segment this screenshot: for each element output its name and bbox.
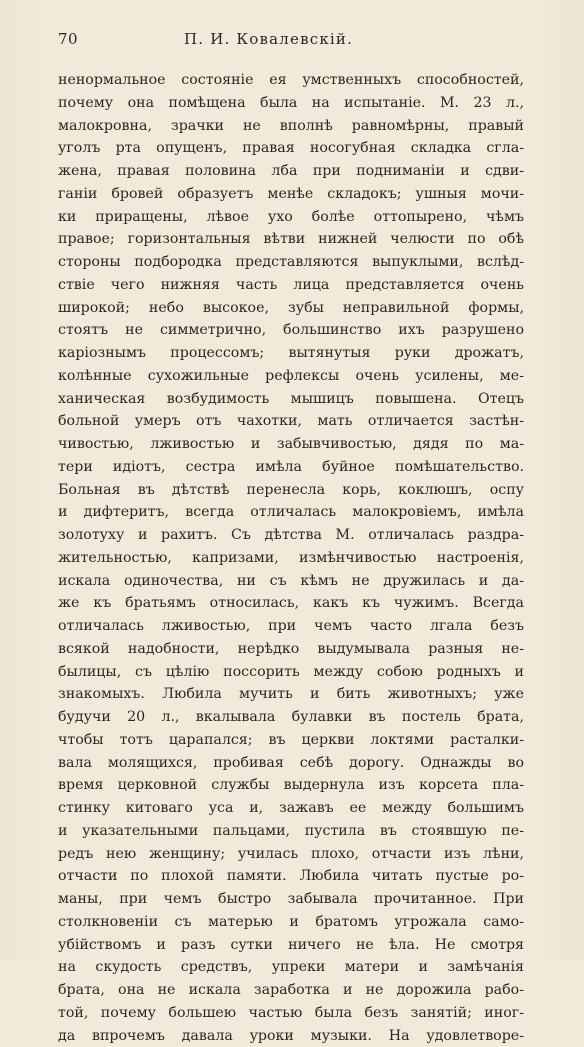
text-line: время церковной службы выдернула изъ корсета пла- [58, 774, 524, 797]
text-line: ханическая возбудимость мышицъ повышена. Отецъ [58, 388, 524, 411]
text-line: же къ братьямъ относилась, какъ къ чужимъ. Всегда [58, 592, 524, 615]
text-line: маны, при чемъ быстро забывала прочитанное. При [58, 888, 524, 911]
text-line: будучи 20 л., вкалывала булавки въ постель брата, [58, 706, 524, 729]
text-line: жительностью, капризами, измѣнчивостью настроенія, [58, 547, 524, 570]
text-line: больной умеръ отъ чахотки, мать отличается застѣн- [58, 410, 524, 433]
text-line: и указательными пальцами, пустила въ стоявшую пе- [58, 820, 524, 843]
page-number: 70 [58, 30, 78, 48]
text-line: чтобы тотъ царапался; въ церкви локтями расталки- [58, 729, 524, 752]
text-line: стинку китоваго уса и, зажавъ ее между большимъ [58, 797, 524, 820]
text-line: отчасти по плохой памяти. Любила читать пустые ро- [58, 865, 524, 888]
text-line: всякой надобности, нерѣдко выдумывала разныя не- [58, 638, 524, 661]
body-text [58, 69, 524, 1047]
text-line: правое; горизонтальныя вѣтви нижней челюсти по обѣ [58, 228, 524, 251]
text-line: ненормальное состояніе ея умственныхъ способностей, [58, 69, 524, 92]
text-line: Больная въ дѣтствѣ перенесла корь, коклюшъ, оспу [58, 479, 524, 502]
text-line: на скудость средствъ, упреки матери и замѣчанія [58, 956, 524, 979]
text-line: да впрочемъ давала уроки музыки. На удовлетворе- [58, 1025, 524, 1047]
text-line: чивостью, лживостью и забывчивостью, дядя по ма- [58, 433, 524, 456]
text-line: стоятъ не симметрично, большинство ихъ разрушено [58, 319, 524, 342]
text-line: знакомыхъ. Любила мучить и бить животныхъ; уже [58, 683, 524, 706]
text-line: вала молящихся, пробивая себѣ дорогу. Однажды во [58, 752, 524, 775]
text-line: былицы, съ цѣлію поссорить между собою родныхъ и [58, 661, 524, 684]
text-line: ки приращены, лѣвое ухо болѣе оттопырено, чѣмъ [58, 206, 524, 229]
text-line: золотуху и рахитъ. Съ дѣтства М. отличалась раздра- [58, 524, 524, 547]
text-line: ганіи бровей образуетъ менѣе складокъ; ушныя мочи- [58, 183, 524, 206]
text-line: широкой; небо высокое, зубы неправильной формы, [58, 297, 524, 320]
running-title: П. И. Ковалевскій. [184, 30, 353, 48]
text-line: ствіе чего нижняя часть лица представляется очень [58, 274, 524, 297]
text-line: почему она помѣщена была на испытаніе. М. 23 л., [58, 92, 524, 115]
text-line: редъ нею женщину; училась плохо, отчасти изъ лѣни, [58, 843, 524, 866]
text-line: столкновеніи съ матерью и братомъ угрожала само- [58, 911, 524, 934]
text-line: тери идіотъ, сестра имѣла буйное помѣшательство. [58, 456, 524, 479]
text-line: той, почему большею частью была безъ занятій; иног- [58, 1002, 524, 1025]
text-line: каріознымъ процессомъ; вытянутыя руки дрожатъ, [58, 342, 524, 365]
text-line: искала одиночества, ни съ кѣмъ не дружилась и да- [58, 570, 524, 593]
text-line: отличалась лживостью, при чемъ часто лгала безъ [58, 615, 524, 638]
text-line: малокровна, зрачки не вполнѣ равномѣрны, правый [58, 115, 524, 138]
page-header [58, 30, 524, 56]
text-line: уголъ рта опущенъ, правая носогубная складка сгла- [58, 137, 524, 160]
text-line: стороны подбородка представляются выпуклыми, вслѣд- [58, 251, 524, 274]
text-line: брата, она не искала заработка и не дорожила рабо- [58, 979, 524, 1002]
text-line: убійствомъ и разъ сутки ничего не ѣла. Не смотря [58, 934, 524, 957]
text-line: колѣнные сухожильные рефлексы очень усилены, ме- [58, 365, 524, 388]
text-line: и дифтеритъ, всегда отличалась малокровіемъ, имѣла [58, 501, 524, 524]
text-line: жена, правая половина лба при подниманіи и сдви- [58, 160, 524, 183]
